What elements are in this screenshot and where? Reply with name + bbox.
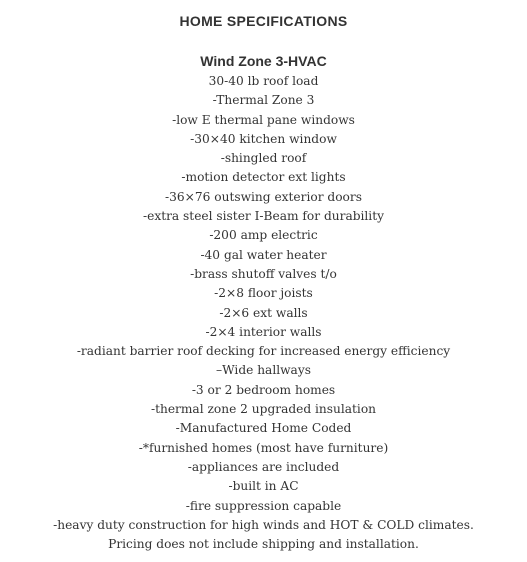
spec-item: -built in AC: [228, 479, 299, 494]
spec-item: -heavy duty construction for high winds and HOT & COLD climates.: [53, 517, 474, 532]
spec-item: -shingled roof: [220, 151, 307, 166]
spec-item: -thermal zone 2 upgraded insulation: [150, 402, 377, 417]
spec-item: -Manufactured Home Coded: [175, 421, 352, 436]
page-title: HOME SPECIFICATIONS: [179, 13, 348, 29]
spec-item: -3 or 2 bedroom homes: [191, 382, 336, 397]
spec-item: 30-40 lb roof load: [208, 74, 319, 88]
spec-item: -40 gal water heater: [200, 247, 327, 262]
spec-item: -extra steel sister I-Beam for durability: [142, 209, 384, 224]
spec-item: -motion detector ext lights: [181, 170, 346, 185]
spec-item: -fire suppression capable: [185, 498, 342, 513]
spec-item: -appliances are included: [187, 459, 340, 474]
spec-item: -*furnished homes (most have furniture): [138, 440, 389, 455]
spec-item: -Thermal Zone 3: [212, 93, 315, 108]
spec-item: -radiant barrier roof decking for increased energy efficiency: [76, 344, 451, 359]
spec-item: -36×76 outswing exterior doors: [165, 189, 362, 204]
spec-item: -2×8 floor joists: [214, 286, 313, 301]
wind-zone-subtitle: Wind Zone 3-HVAC: [200, 53, 327, 69]
spec-item: -200 amp electric: [209, 228, 318, 243]
spec-item: -2×4 interior walls: [205, 324, 322, 339]
spec-item: -30×40 kitchen window: [190, 131, 337, 146]
pricing-note: Pricing does not include shipping and installation.: [108, 537, 419, 552]
spec-item: -2×6 ext walls: [219, 305, 308, 320]
spec-item: –Wide hallways: [216, 363, 311, 378]
spec-item: -low E thermal pane windows: [172, 112, 355, 127]
spec-list: [0, 72, 527, 535]
spec-item: -brass shutoff valves t/o: [190, 266, 337, 281]
